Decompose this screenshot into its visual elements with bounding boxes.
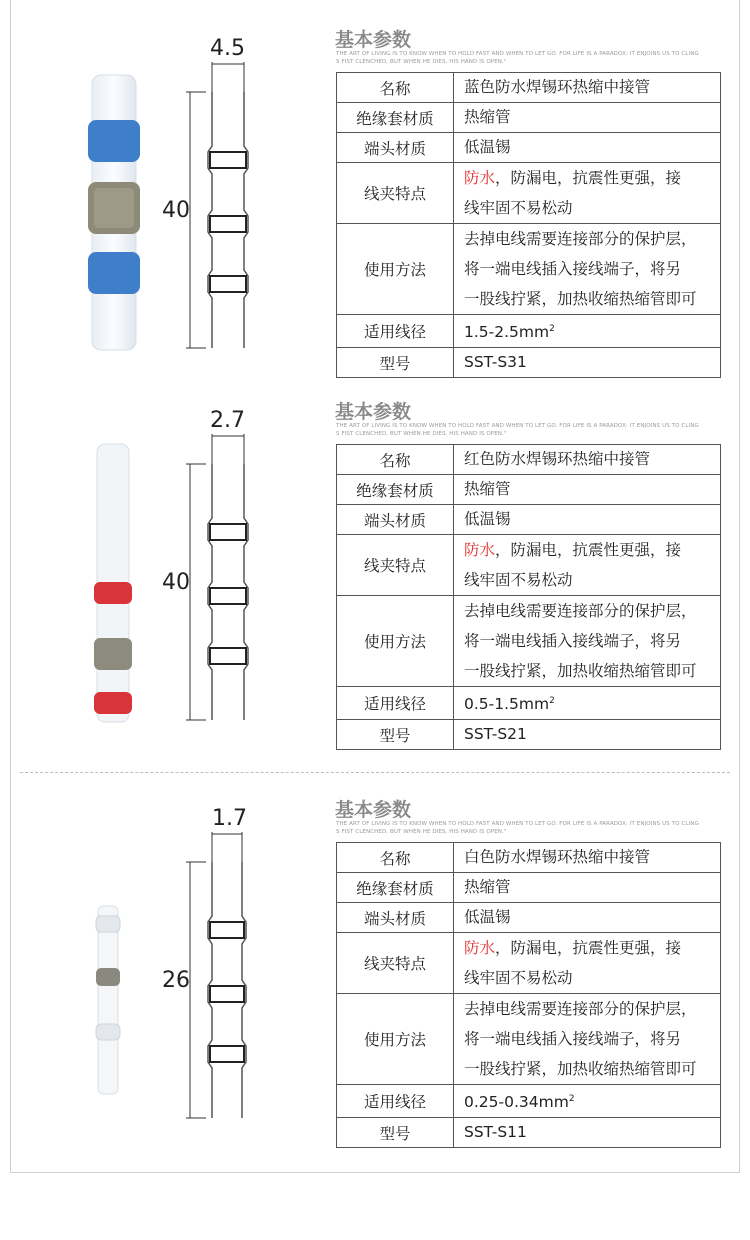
spec-value: 低温锡 <box>454 903 721 933</box>
spec-key: 线夹特点 <box>337 163 454 224</box>
usage-line: 去掉电线需要连接部分的保护层， <box>464 602 697 620</box>
spec-value: 热缩管 <box>454 103 721 133</box>
usage-line: 一股线拧紧，加热收缩热缩管即可 <box>464 662 697 680</box>
section-heading: 基本参数 <box>335 799 412 821</box>
table-row <box>337 843 721 873</box>
spec-value <box>454 315 721 348</box>
width-dimension: 1.7 <box>212 806 247 831</box>
spec-section-1 <box>0 0 750 380</box>
spec-key: 端头材质 <box>337 903 454 933</box>
spec-key: 使用方法 <box>337 224 454 315</box>
spec-value <box>454 933 721 994</box>
section-heading: 基本参数 <box>335 29 412 51</box>
spec-key: 线夹特点 <box>337 535 454 596</box>
product-photo-white <box>88 900 128 1100</box>
spec-table <box>336 444 721 750</box>
spec-key: 适用线径 <box>337 1085 454 1118</box>
spec-section-2 <box>0 372 750 752</box>
table-row <box>337 73 721 103</box>
table-row <box>337 103 721 133</box>
spec-value <box>454 994 721 1085</box>
table-row <box>337 994 721 1085</box>
table-row <box>337 1085 721 1118</box>
product-photo-blue <box>80 70 150 355</box>
spec-key: 型号 <box>337 720 454 750</box>
width-dimension: 2.7 <box>210 408 245 433</box>
table-row <box>337 933 721 994</box>
wire-range: 1.5-2.5mm <box>464 323 550 342</box>
table-row <box>337 315 721 348</box>
spec-value <box>454 596 721 687</box>
spec-key: 端头材质 <box>337 505 454 535</box>
technical-drawing <box>186 58 256 358</box>
length-dimension: 40 <box>162 570 190 595</box>
spec-value: 热缩管 <box>454 873 721 903</box>
table-row <box>337 505 721 535</box>
spec-key: 绝缘套材质 <box>337 103 454 133</box>
usage-line: 一股线拧紧，加热收缩热缩管即可 <box>464 290 697 308</box>
usage-line: 将一端电线插入接线端子，将另 <box>464 632 682 650</box>
usage-line: 去掉电线需要连接部分的保护层， <box>464 1000 697 1018</box>
spec-key: 适用线径 <box>337 687 454 720</box>
table-row <box>337 687 721 720</box>
superscript: 2 <box>549 324 555 334</box>
spec-value: 热缩管 <box>454 475 721 505</box>
spec-value: SST-S11 <box>454 1118 721 1148</box>
spec-table <box>336 72 721 378</box>
spec-key: 使用方法 <box>337 994 454 1085</box>
technical-drawing <box>186 430 256 730</box>
spec-value: 白色防水焊锡环热缩中接管 <box>454 843 721 873</box>
spec-key: 名称 <box>337 843 454 873</box>
table-row <box>337 1118 721 1148</box>
usage-line: 一股线拧紧，加热收缩热缩管即可 <box>464 1060 697 1078</box>
subtitle-line: S FIST CLENCHED, BUT WHEN HE DIES, HIS HAND IS OPEN." <box>336 829 507 835</box>
spec-value <box>454 224 721 315</box>
table-row <box>337 535 721 596</box>
table-row <box>337 903 721 933</box>
spec-value <box>454 687 721 720</box>
section-subtitle <box>336 422 736 438</box>
table-row <box>337 873 721 903</box>
usage-line: 去掉电线需要连接部分的保护层， <box>464 230 697 248</box>
wire-range: 0.25-0.34mm <box>464 1093 569 1112</box>
superscript: 2 <box>568 1094 575 1104</box>
table-row <box>337 163 721 224</box>
spec-key: 线夹特点 <box>337 933 454 994</box>
spec-value: 低温锡 <box>454 505 721 535</box>
feature-text: 线牢固不易松动 <box>464 969 573 987</box>
spec-value <box>454 163 721 224</box>
spec-key: 名称 <box>337 445 454 475</box>
highlight-text: 防水 <box>464 541 496 559</box>
highlight-text: 防水 <box>464 169 496 187</box>
table-row <box>337 720 721 750</box>
technical-drawing <box>186 828 256 1128</box>
table-row <box>337 475 721 505</box>
spec-table <box>336 842 721 1148</box>
table-row <box>337 133 721 163</box>
spec-key: 适用线径 <box>337 315 454 348</box>
spec-key: 名称 <box>337 73 454 103</box>
usage-line: 将一端电线插入接线端子，将另 <box>464 1030 682 1048</box>
subtitle-line: THE ART OF LIVING IS TO KNOW WHEN TO HOLD FAST AND WHEN TO LET GO. FOR LIFE IS A PARADOX: IT ENJOINS US TO CLING <box>336 51 699 57</box>
table-row <box>337 596 721 687</box>
spec-value <box>454 1085 721 1118</box>
feature-text: 线牢固不易松动 <box>464 571 573 589</box>
spec-section-3 <box>0 770 750 1150</box>
spec-value: 低温锡 <box>454 133 721 163</box>
spec-value: SST-S31 <box>454 348 721 378</box>
wire-range: 0.5-1.5mm <box>464 695 550 714</box>
spec-key: 绝缘套材质 <box>337 475 454 505</box>
section-subtitle <box>336 50 736 66</box>
spec-value: 蓝色防水焊锡环热缩中接管 <box>454 73 721 103</box>
section-subtitle <box>336 820 736 836</box>
length-dimension: 40 <box>162 198 190 223</box>
length-dimension: 26 <box>162 968 190 993</box>
subtitle-line: S FIST CLENCHED, BUT WHEN HE DIES, HIS HAND IS OPEN." <box>336 59 507 65</box>
subtitle-line: S FIST CLENCHED, BUT WHEN HE DIES, HIS HAND IS OPEN." <box>336 431 507 437</box>
subtitle-line: THE ART OF LIVING IS TO KNOW WHEN TO HOLD FAST AND WHEN TO LET GO. FOR LIFE IS A PARADOX: IT ENJOINS US TO CLING <box>336 423 699 429</box>
spec-key: 绝缘套材质 <box>337 873 454 903</box>
usage-line: 将一端电线插入接线端子，将另 <box>464 260 682 278</box>
feature-text: ，防漏电，抗震性更强，接 <box>495 939 682 957</box>
spec-value: SST-S21 <box>454 720 721 750</box>
table-row <box>337 224 721 315</box>
spec-value: 红色防水焊锡环热缩中接管 <box>454 445 721 475</box>
highlight-text: 防水 <box>464 939 496 957</box>
superscript: 2 <box>549 696 555 706</box>
subtitle-line: THE ART OF LIVING IS TO KNOW WHEN TO HOLD FAST AND WHEN TO LET GO. FOR LIFE IS A PARADOX: IT ENJOINS US TO CLING <box>336 821 699 827</box>
spec-value <box>454 535 721 596</box>
section-heading: 基本参数 <box>335 401 412 423</box>
feature-text: 线牢固不易松动 <box>464 199 573 217</box>
feature-text: ，防漏电，抗震性更强，接 <box>495 169 682 187</box>
spec-key: 型号 <box>337 1118 454 1148</box>
width-dimension: 4.5 <box>210 36 245 61</box>
spec-key: 端头材质 <box>337 133 454 163</box>
feature-text: ，防漏电，抗震性更强，接 <box>495 541 682 559</box>
product-photo-red <box>88 442 138 727</box>
spec-key: 使用方法 <box>337 596 454 687</box>
table-row <box>337 445 721 475</box>
spec-key: 型号 <box>337 348 454 378</box>
